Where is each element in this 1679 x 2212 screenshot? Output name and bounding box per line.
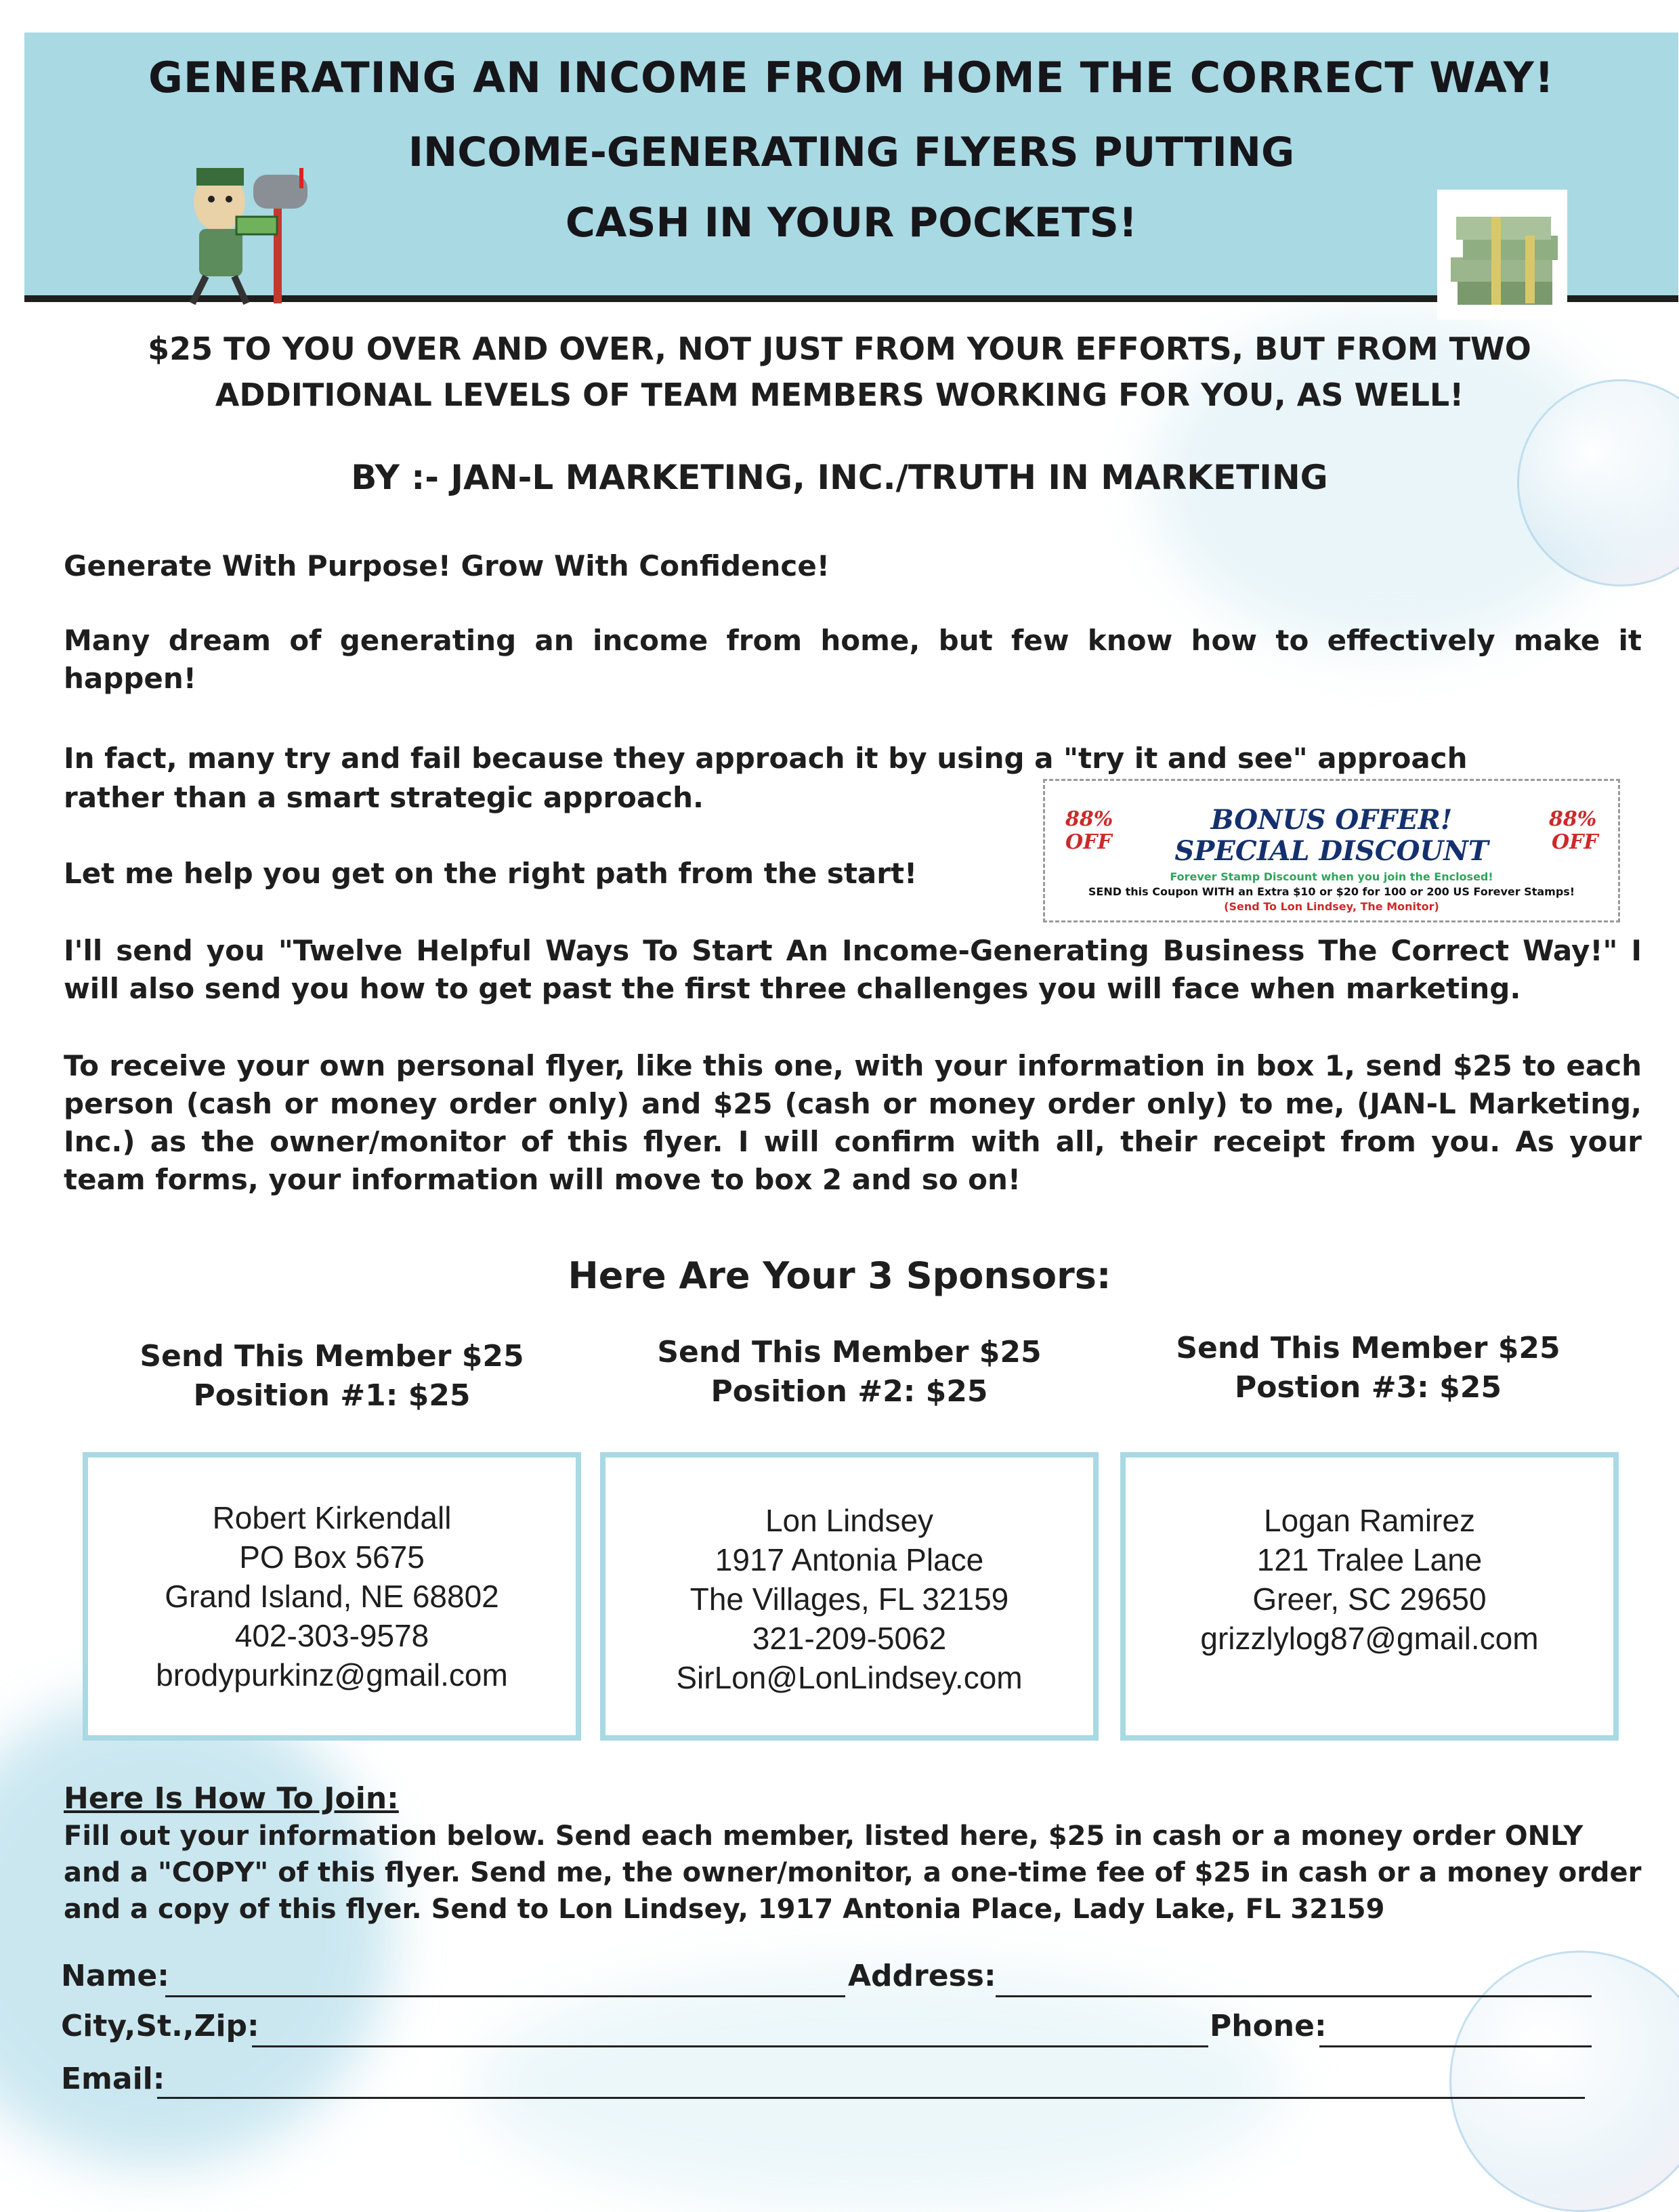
sponsor-3-name: Logan Ramirez [1264,1503,1475,1538]
sponsor-2-address: 1917 Antonia Place [715,1542,984,1577]
bonus-coupon [1043,779,1620,922]
sponsors-title: Here Are Your 3 Sponsors: [568,1254,1111,1297]
coupon-right-off: OFF [1552,830,1598,854]
join-instructions: Fill out your information below. Send each member, listed here, $25 in cash or a money order ONLY and a "COPY" of this flyer. Send me, the owner/monitor, a one-time fee of $25 in cash or a money order and a copy of this flyer. Send to Lon Lindsey, 1917 Antonia Place, Lady Lake, FL 32159 [64,1821,1642,1925]
coupon-title-2: SPECIAL DISCOUNT [1174,835,1489,867]
city-state-zip-field[interactable] [252,2045,1208,2047]
address-field[interactable] [996,1995,1592,1997]
coupon-note-2: SEND this Coupon WITH an Extra $10 or $20 for 100 or 200 US Forever Stamps! [1088,885,1575,898]
mailbox-mascot-icon [172,154,321,310]
sponsor-1-phone: 402-303-9578 [234,1618,429,1653]
paragraph-send: I'll send you "Twelve Helpful Ways To Start An Income-Generating Business The Correct Way!" I will also send you how to get past the first three challenges you will face when marketing. [64,934,1642,1005]
watercolor-wash-left [0,1693,393,2167]
paragraph-fail-line-1: In fact, many try and fail because they approach it by using a "try it and see" approach [64,742,1468,775]
subhead-line-1: $25 TO YOU OVER AND OVER, NOT JUST FROM YOUR EFFORTS, BUT FROM TWO [148,331,1531,367]
coupon-left-percent: 88% [1065,807,1113,831]
headline-line-1: GENERATING AN INCOME FROM HOME THE CORRECT WAY! [148,53,1555,102]
join-title: Here Is How To Join: [64,1781,399,1816]
header-banner [24,33,1678,302]
sponsor-box-2 [600,1452,1099,1741]
email-label: Email: [61,2062,165,2096]
paragraph-instructions: To receive your own personal flyer, like this one, with your information in box 1, send $25 to each person (cash or money order only) and $25 (cash or money order only) to me, (JAN-L Marketing, Inc.) as the owner/monitor of this flyer. I will confirm with all, their receipt from you. As your team forms, your information will move to box 2 and so on! [64,1049,1642,1196]
headline-line-2: INCOME-GENERATING FLYERS PUTTING [408,129,1295,176]
subhead-line-2: ADDITIONAL LEVELS OF TEAM MEMBERS WORKING FOR YOU, AS WELL! [215,377,1464,413]
cash-stack-icon [1437,190,1567,320]
watercolor-wash-bottom [474,1964,1287,2208]
tagline: Generate With Purpose! Grow With Confidence! [64,549,830,582]
coupon-right-percent: 88% [1549,807,1597,831]
sponsor-2-heading [605,1333,1093,1411]
sponsor-1-address: PO Box 5675 [239,1539,425,1575]
email-field[interactable] [157,2097,1585,2099]
sponsor-3-heading-line-1: Send This Member $25 [1176,1331,1560,1365]
coupon-note-1: Forever Stamp Discount when you join the Enclosed! [1170,870,1493,883]
sponsor-3-heading-line-2: Postion #3: $25 [1235,1370,1502,1405]
name-label: Name: [61,1959,169,1993]
phone-field[interactable] [1319,2045,1592,2047]
sponsor-1-heading [88,1337,576,1416]
city-state-zip-label: City,St.,Zip: [61,2009,259,2043]
sponsor-3-city: Greer, SC 29650 [1252,1581,1487,1617]
sponsor-2-email: SirLon@LonLindsey.com [676,1660,1023,1695]
coupon-left-off: OFF [1065,830,1112,854]
sponsor-2-heading-line-1: Send This Member $25 [657,1335,1042,1369]
sponsor-box-3 [1120,1452,1619,1741]
sponsor-box-1 [83,1452,581,1741]
sponsor-3-address: 121 Tralee Lane [1256,1542,1483,1577]
bubble-decoration-bottom [1449,1951,1679,2212]
sponsor-2-city: The Villages, FL 32159 [689,1581,1009,1617]
paragraph-fail-line-2: rather than a smart strategic approach. [64,781,704,814]
sponsor-3-email: grizzlylog87@gmail.com [1200,1621,1539,1656]
phone-label: Phone: [1210,2009,1327,2043]
paragraph-dream: Many dream of generating an income from home, but few know how to effectively make it happen! [64,624,1642,695]
coupon-title-1: BONUS OFFER! [1210,804,1453,836]
address-label: Address: [848,1959,996,1993]
sponsor-1-heading-line-1: Send This Member $25 [140,1339,524,1374]
sponsor-1-city: Grand Island, NE 68802 [165,1579,499,1614]
name-field[interactable] [165,1995,845,1997]
sponsor-1-name: Robert Kirkendall [212,1500,452,1535]
sponsor-1-heading-line-2: Position #1: $25 [193,1378,471,1413]
coupon-note-3: (Send To Lon Lindsey, The Monitor) [1224,900,1439,913]
sponsor-2-phone: 321-209-5062 [752,1621,947,1656]
byline: BY :- JAN-L MARKETING, INC./TRUTH IN MARKETING [351,458,1328,497]
headline-line-3: CASH IN YOUR POCKETS! [565,199,1138,247]
sponsor-2-heading-line-2: Position #2: $25 [710,1374,988,1409]
sponsor-2-name: Lon Lindsey [765,1503,934,1538]
sponsor-3-heading [1124,1329,1612,1407]
sponsor-1-email: brodypurkinz@gmail.com [156,1657,508,1693]
paragraph-help: Let me help you get on the right path from the start! [64,857,918,890]
